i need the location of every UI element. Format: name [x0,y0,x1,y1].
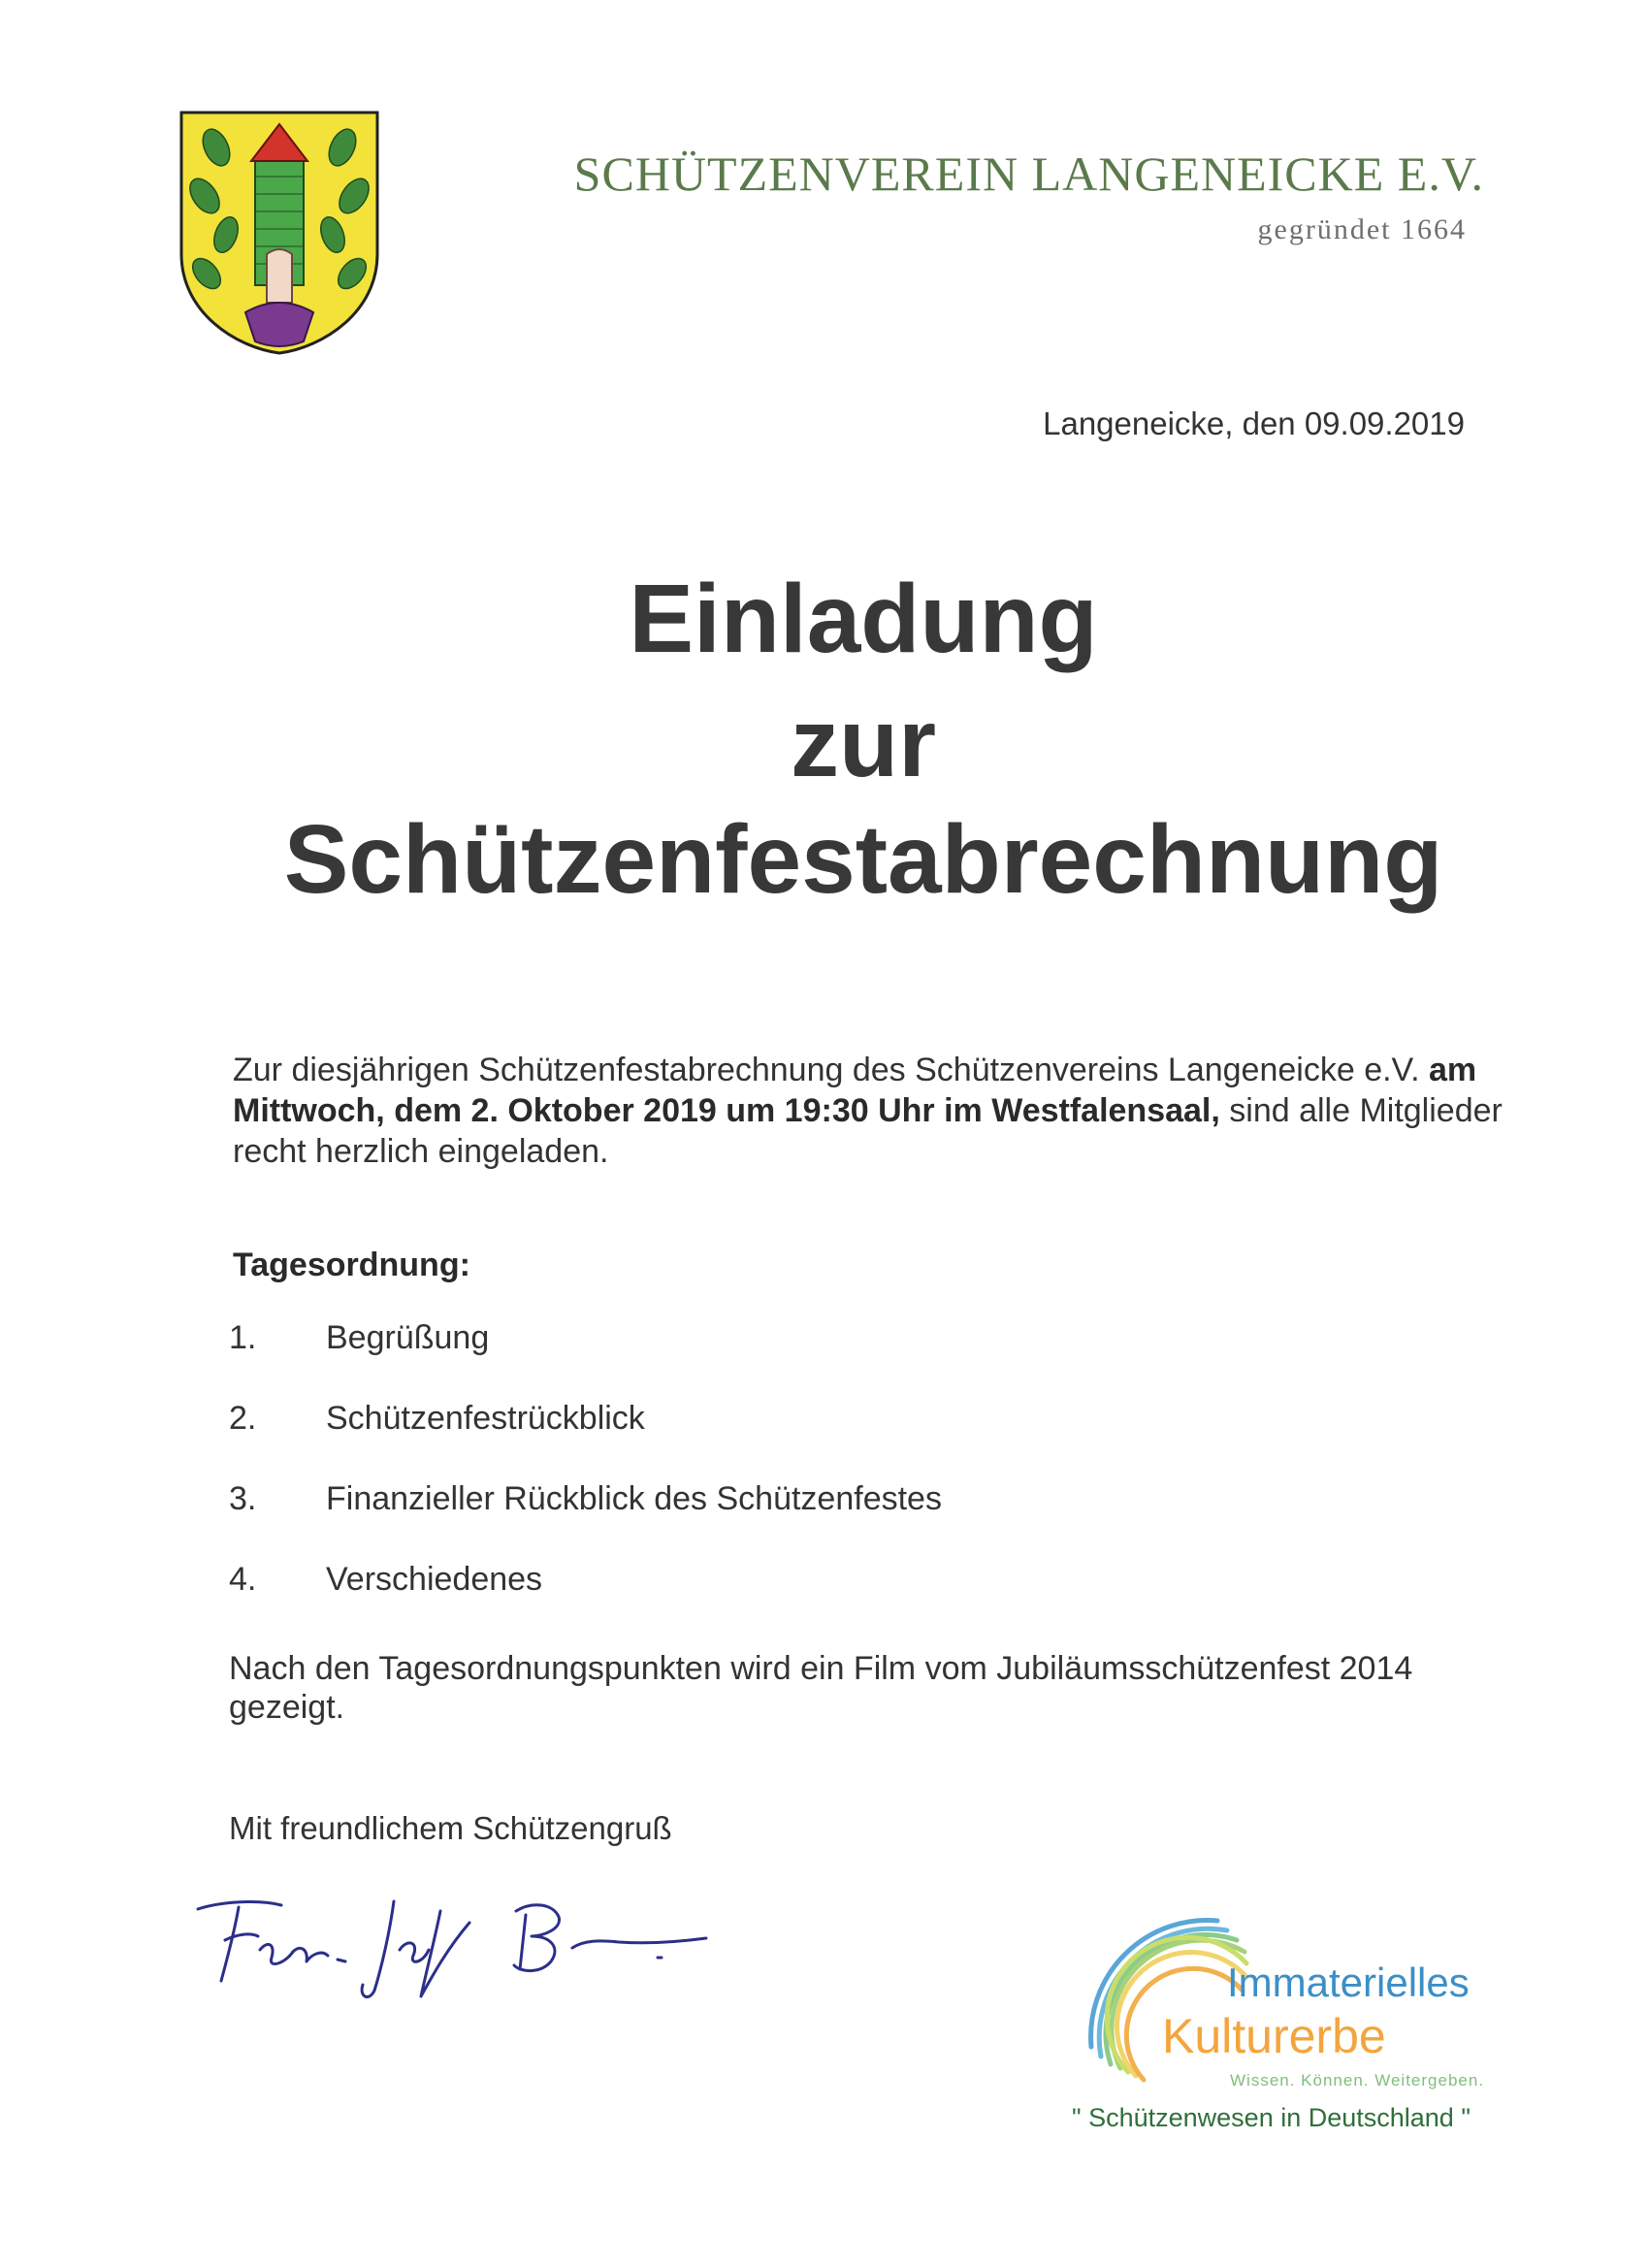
closing-paragraph: Nach den Tagesordnungspunkten wird ein Film vom Jubiläumsschützenfest 2014 gezeigt. [229,1650,1413,1726]
agenda-item [229,1480,1393,1561]
club-name: SCHÜTZENVEREIN LANGENEICKE E.V. [573,146,1484,201]
agenda-item-number: 1. [229,1319,257,1356]
agenda-item [229,1561,1393,1641]
agenda-item-text: Begrüßung [326,1319,490,1356]
title-line-2: zur [791,689,936,797]
coat-of-arms-icon [178,109,381,357]
agenda-item [229,1400,1393,1480]
intro-paragraph [233,1050,1513,1172]
agenda-item-text: Finanzieller Rückblick des Schützenfestes [326,1480,942,1517]
logo-line-2: Kulturerbe [1162,2009,1386,2063]
founded-line: gegründet 1664 [1257,213,1467,245]
agenda-list [229,1319,1393,1641]
agenda-item-text: Verschiedenes [326,1561,543,1598]
logo-line-1: Immaterielles [1227,1960,1470,2005]
title-line-1: Einladung [629,565,1098,673]
agenda-item-number: 4. [229,1561,257,1598]
intro-text-1: Zur diesjährigen Schützenfestabrechnung des Schützenvereins Langeneicke e.V. [233,1052,1420,1088]
place-date: Langeneicke, den 09.09.2019 [1043,405,1465,441]
agenda-item [229,1319,1393,1400]
intro-text-2: sind alle Mitglieder recht herzlich eingeladen. [233,1092,1503,1170]
agenda-item-number: 2. [229,1400,257,1437]
greeting: Mit freundlichem Schützengruß [229,1810,672,1846]
agenda-heading: Tagesordnung: [233,1247,470,1283]
agenda-item-number: 3. [229,1480,257,1517]
intro-date-place: am Mittwoch, dem 2. Oktober 2019 um 19:30 Uhr im Westfalensaal, [233,1052,1477,1129]
logo-tagline: Wissen. Können. Weitergeben. [1230,2071,1485,2090]
logo-motto: " Schützenwesen in Deutschland " [1072,2103,1471,2132]
signature-icon [192,1872,716,2018]
title-line-3: Schützenfestabrechnung [283,805,1443,914]
agenda-item-text: Schützenfestrückblick [326,1400,645,1437]
